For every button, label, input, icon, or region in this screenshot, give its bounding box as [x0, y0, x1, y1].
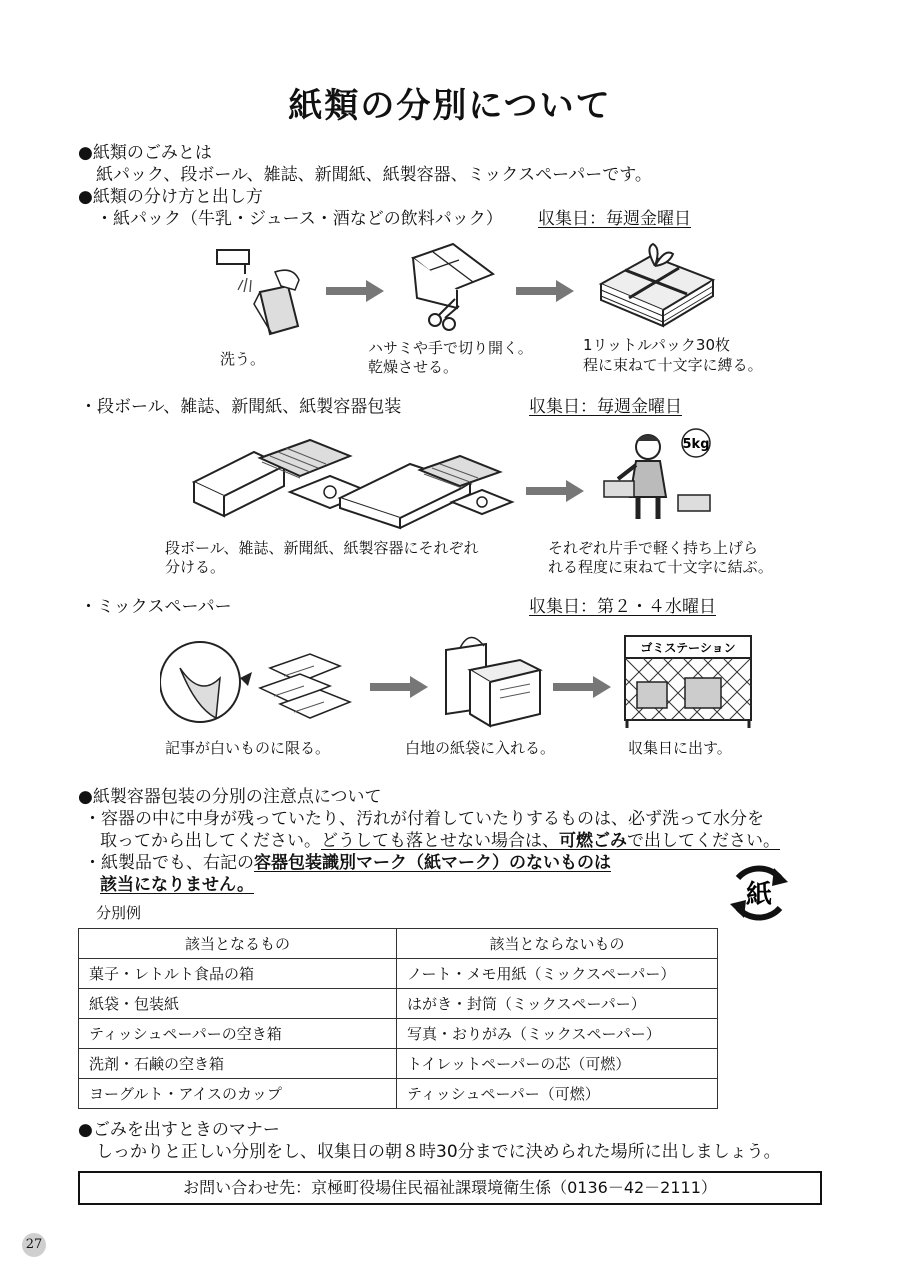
note-line-4: 該当になりません。 — [100, 875, 255, 895]
table-row — [79, 1019, 718, 1049]
bundled-packs-illustration — [595, 236, 720, 331]
caption-cut-open: ハサミや手で切り開く。 — [368, 339, 533, 357]
white-paper-illustration — [160, 638, 360, 728]
caption-white-only: 記事が白いものに限る。 — [165, 739, 331, 757]
paper-pack-collection-day: 収集日：毎週金曜日 — [538, 209, 691, 229]
applicable-cell: ティッシュペーパーの空き箱 — [79, 1019, 397, 1049]
note-line-2-start: 取ってから出してください。 — [100, 831, 321, 851]
caption-put-out: 収集日に出す。 — [628, 739, 732, 757]
person-carrying-bundles-illustration — [598, 425, 723, 525]
paper-mark-character: 紙 — [745, 880, 773, 910]
note-line-2-underline: どうしても落とせない場合は、 — [321, 831, 559, 851]
table-row — [79, 1079, 718, 1109]
paper-pack-label: ・紙パック（牛乳・ジュース・酒などの飲料パック） — [96, 209, 503, 229]
weight-label: 5kg — [682, 437, 710, 452]
cardboard-collection-day: 収集日：毎週金曜日 — [529, 397, 682, 417]
not-applicable-cell: はがき・封筒（ミックスペーパー） — [397, 989, 718, 1019]
table-header-row — [79, 929, 718, 959]
arrow-right-icon — [516, 280, 574, 302]
section-heading-sorting: ●紙類の分け方と出し方 — [78, 187, 263, 207]
arrow-right-icon — [526, 480, 584, 502]
not-applicable-cell: ティッシュペーパー（可燃） — [397, 1079, 718, 1109]
garbage-station-illustration — [623, 632, 753, 730]
caption-separate: 分ける。 — [165, 558, 226, 576]
not-applicable-cell: ノート・メモ用紙（ミックスペーパー） — [397, 959, 718, 989]
note-line-3-mark: 容器包装識別マーク（紙マーク） — [254, 853, 509, 873]
header-not-applicable: 該当とならないもの — [397, 929, 718, 959]
sorting-examples-table — [78, 928, 718, 1109]
applicable-cell: ヨーグルト・アイスのカップ — [79, 1079, 397, 1109]
applicable-cell: 洗剤・石鹸の空き箱 — [79, 1049, 397, 1079]
cut-open-pack-illustration — [405, 238, 500, 333]
examples-label: 分別例 — [96, 904, 142, 922]
note-line-2-burnable: 可燃ごみ — [559, 831, 627, 851]
mixed-paper-label: ・ミックスペーパー — [80, 597, 232, 617]
note-line-3-end: のないものは — [509, 853, 611, 873]
table-row — [79, 1049, 718, 1079]
note-line-2-end: で出してください。 — [627, 831, 780, 851]
section-heading-notes: ●紙製容器包装の分別の注意点について — [78, 787, 382, 807]
caption-tie-crosswise-2: れる程度に束ねて十文字に結ぶ。 — [548, 558, 773, 576]
wash-pack-illustration — [205, 242, 305, 342]
not-applicable-cell: 写真・おりがみ（ミックスペーパー） — [397, 1019, 718, 1049]
caption-dry: 乾燥させる。 — [368, 358, 459, 376]
page-title: 紙類の分別について — [288, 86, 612, 126]
manners-text: しっかりと正しい分別をし、収集日の朝８時30分までに決められた場所に出しましょう。 — [96, 1142, 781, 1162]
mixed-paper-collection-day: 収集日：第２・４水曜日 — [529, 597, 716, 617]
caption-wash: 洗う。 — [220, 350, 266, 368]
section-heading-paper-waste: ●紙類のごみとは — [78, 143, 212, 163]
caption-lift-one-hand: それぞれ片手で軽く持ち上げら — [548, 539, 759, 557]
paper-recycle-mark-icon — [724, 858, 794, 928]
caption-white-bag: 白地の紙袋に入れる。 — [405, 739, 556, 757]
station-sign: ゴミステーション — [640, 641, 736, 655]
section-heading-manners: ●ごみを出すときのマナー — [78, 1120, 280, 1140]
table-row — [79, 959, 718, 989]
page-number: 27 — [22, 1233, 46, 1257]
caption-bundle-30: 1リットルパック30枚 — [583, 336, 730, 354]
applicable-cell: 紙袋・包装紙 — [79, 989, 397, 1019]
arrow-right-icon — [553, 676, 611, 698]
caption-sort-each: 段ボール、雑誌、新聞紙、紙製容器にそれぞれ — [165, 539, 479, 557]
contact-box: お問い合わせ先：京極町役場住民福祉課環境衛生係（0136－42－2111） — [78, 1171, 822, 1205]
table-row — [79, 989, 718, 1019]
arrow-right-icon — [326, 280, 384, 302]
paper-bag-illustration — [440, 630, 545, 730]
arrow-right-icon — [370, 676, 428, 698]
not-applicable-cell: トイレットペーパーの芯（可燃） — [397, 1049, 718, 1079]
header-applicable: 該当となるもの — [79, 929, 397, 959]
caption-tie-crosswise: 程に束ねて十文字に縛る。 — [583, 356, 763, 374]
note-line-1: ・容器の中に中身が残っていたり、汚れが付着していたりするものは、必ず洗って水分を — [84, 809, 764, 829]
note-line-3-start: ・紙製品でも、右記の — [84, 853, 254, 873]
paper-waste-description: 紙パック、段ボール、雑誌、新聞紙、紙製容器、ミックスペーパーです。 — [96, 165, 652, 185]
sorted-paper-items-illustration — [190, 432, 525, 532]
cardboard-label: ・段ボール、雑誌、新聞紙、紙製容器包装 — [80, 397, 402, 417]
applicable-cell: 菓子・レトルト食品の箱 — [79, 959, 397, 989]
